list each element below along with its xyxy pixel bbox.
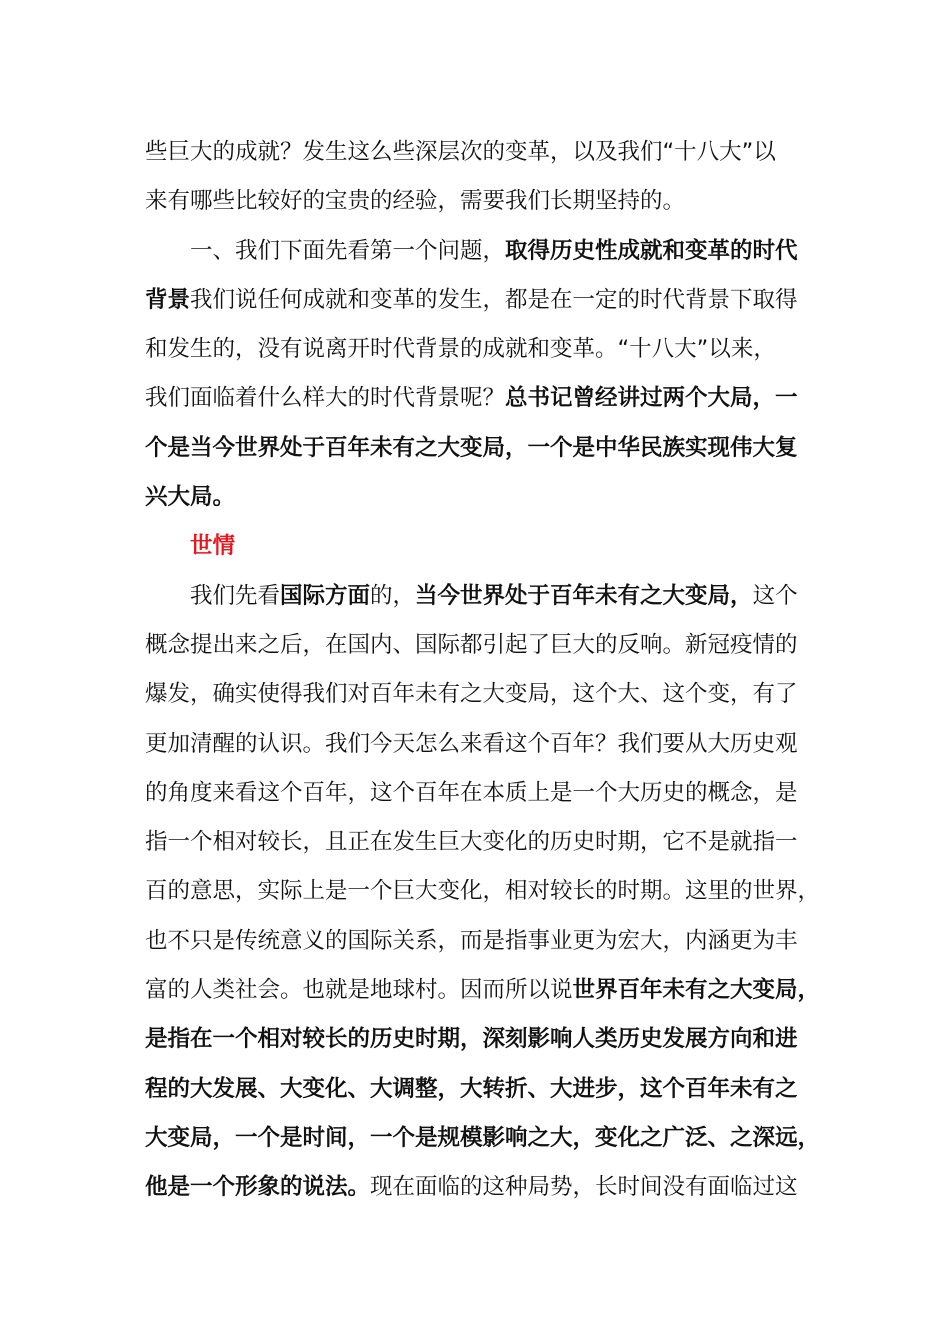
text-line <box>145 769 813 818</box>
text-run: 和发生的，没有说离开时代背景的成就和变革。“十八大”以来， <box>145 336 776 363</box>
text-line <box>145 276 813 325</box>
text-line <box>145 128 813 177</box>
text-line <box>145 227 813 276</box>
text-run: 我们说任何成就和变革的发生，都是在一定的时代背景下取得 <box>190 286 798 313</box>
bold-text: 个是当今世界处于百年未有之大变局，一个是中华民族实现伟大复 <box>145 434 798 461</box>
text-line <box>145 917 813 966</box>
text-run: 概念提出来之后，在国内、国际都引起了巨大的反响。新冠疫情的 <box>145 631 798 658</box>
bold-text: 世界百年未有之大变局， <box>572 977 821 1004</box>
text-line <box>145 325 813 374</box>
bold-text: 兴大局。 <box>145 484 236 511</box>
text-line <box>145 621 813 670</box>
bold-text: 大变局，一个是时间，一个是规模影响之大，变化之广泛、之深远， <box>145 1124 821 1151</box>
text-line <box>145 670 813 719</box>
bold-text: 背景 <box>145 286 191 313</box>
bold-text: 程的大发展、大变化、大调整，大转折、大进步，这个百年未有之 <box>145 1075 798 1102</box>
text-run: 些巨大的成就？发生这么些深层次的变革，以及我们“十八大”以 <box>145 139 776 165</box>
text-line <box>145 818 813 867</box>
heading-text: 世情 <box>190 533 236 560</box>
bold-text: 总书记曾经讲过两个大局，一 <box>505 385 798 412</box>
bold-text: 当今世界处于百年未有之大变局， <box>415 582 753 609</box>
text-line <box>145 1163 813 1212</box>
text-line <box>145 966 821 1015</box>
text-line <box>145 473 813 522</box>
document-body <box>145 128 821 1213</box>
text-run: 的， <box>370 582 416 609</box>
text-line <box>145 424 813 473</box>
text-run: 现在面临的这种局势，长时间没有面临过这 <box>370 1174 798 1201</box>
text-line <box>145 867 821 916</box>
text-run: 一、我们下面先看第一个问题， <box>190 237 506 264</box>
text-run: 的角度来看这个百年，这个百年在本质上是一个大历史的概念，是 <box>145 779 798 806</box>
text-run: 富的人类社会。也就是地球村。因而所以说 <box>145 977 573 1004</box>
text-line <box>145 177 813 226</box>
text-line <box>145 1065 813 1114</box>
bold-text: 他是一个形象的说法。 <box>145 1174 371 1201</box>
text-line <box>145 374 813 423</box>
text-line <box>145 720 813 769</box>
text-run: 我们先看 <box>190 582 281 609</box>
bold-text: 国际方面 <box>280 582 371 609</box>
text-line <box>145 572 813 621</box>
text-line <box>145 1114 821 1163</box>
text-run: 指一个相对较长，且正在发生巨大变化的历史时期，它不是就指一 <box>145 829 798 856</box>
text-run: 百的意思，实际上是一个巨大变化，相对较长的时期。这里的世界， <box>145 878 821 905</box>
section-heading <box>145 522 813 571</box>
text-run: 更加清醒的认识。我们今天怎么来看这个百年？我们要从大历史观 <box>145 730 798 757</box>
text-run: 也不只是传统意义的国际关系，而是指事业更为宏大，内涵更为丰 <box>145 927 798 954</box>
text-run: 我们面临着什么样大的时代背景呢？ <box>145 385 506 412</box>
bold-text: 取得历史性成就和变革的时代 <box>505 237 798 264</box>
text-run: 来有哪些比较好的宝贵的经验，需要我们长期坚持的。 <box>145 188 686 215</box>
text-run: 爆发，确实使得我们对百年未有之大变局，这个大、这个变，有了 <box>145 681 798 708</box>
text-line <box>145 1015 813 1064</box>
text-run: 这个 <box>752 582 798 609</box>
bold-text: 是指在一个相对较长的历史时期，深刻影响人类历史发展方向和进 <box>145 1026 798 1053</box>
